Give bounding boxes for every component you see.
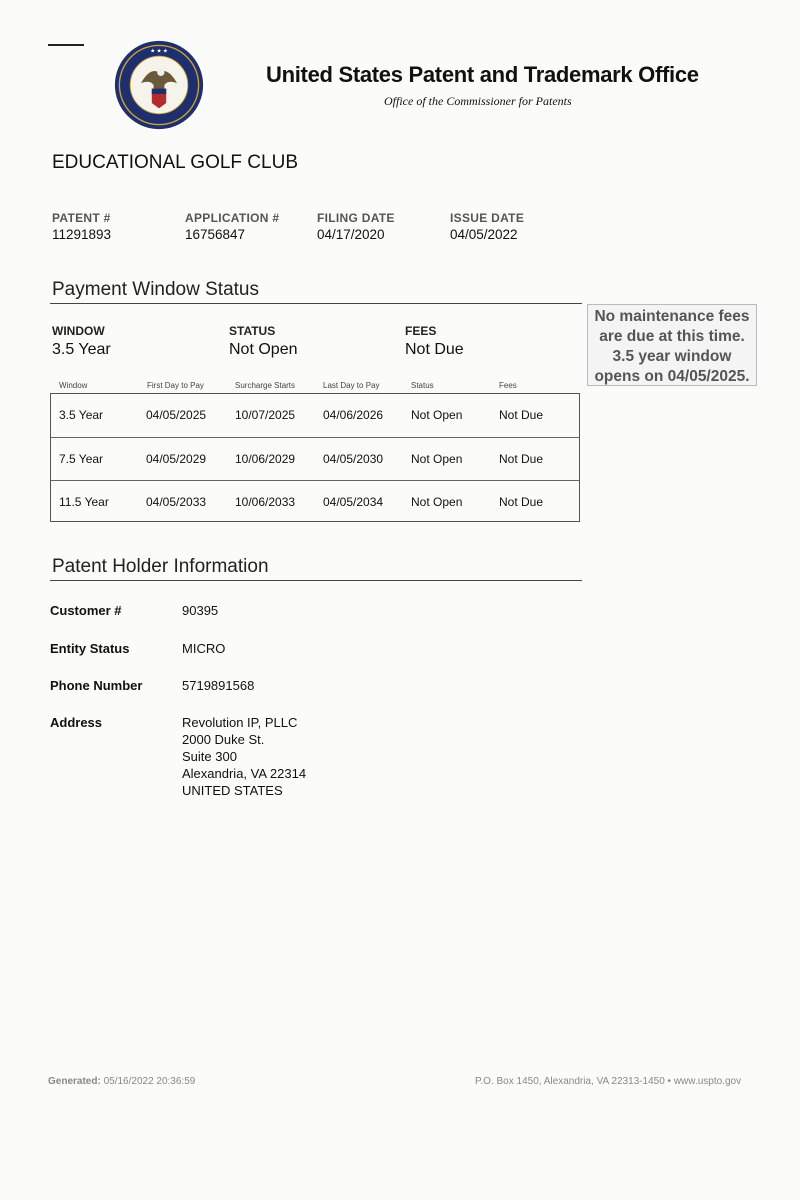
address-line: Revolution IP, PLLC — [182, 715, 298, 730]
address-label-text: Address — [50, 715, 103, 730]
table-cell: Not Open — [411, 495, 463, 509]
fees-label: FEES — [405, 324, 437, 338]
organization-name: United States Patent and Trademark Office — [266, 62, 699, 87]
address-block — [182, 714, 306, 799]
footer-address: P.O. Box 1450, Alexandria, VA 22313-1450 • www.uspto.gov — [475, 1076, 742, 1087]
window-label: WINDOW — [52, 324, 105, 338]
entity-status-label — [50, 640, 129, 658]
column-header: First Day to Pay — [147, 381, 204, 390]
document-title: EDUCATIONAL GOLF CLUB — [52, 152, 298, 173]
table-cell: 10/06/2029 — [235, 452, 296, 466]
generated-timestamp — [48, 1076, 195, 1087]
table-cell: 04/05/2025 — [146, 408, 207, 422]
table-cell: 7.5 Year — [59, 452, 104, 466]
patent-number-label: PATENT # — [52, 211, 111, 225]
application-number: 16756847 — [185, 227, 246, 242]
phone-number-label — [50, 677, 142, 695]
address-label — [50, 714, 102, 732]
customer-number-label — [50, 602, 122, 620]
fees-value: Not Due — [405, 341, 464, 358]
column-header: Last Day to Pay — [323, 381, 380, 390]
corner-mark — [48, 44, 84, 46]
entity-status — [182, 640, 225, 658]
address-line: 2000 Duke St. — [182, 732, 265, 747]
table-row — [51, 480, 579, 523]
phone-number — [182, 677, 254, 695]
table-row — [51, 394, 579, 436]
uspto-seal-logo — [114, 40, 204, 130]
maintenance-fee-table — [50, 393, 580, 522]
table-cell: Not Due — [499, 452, 544, 466]
table-cell: Not Open — [411, 408, 463, 422]
window-summary — [52, 324, 111, 359]
filing-date: 04/17/2020 — [317, 227, 385, 242]
table-cell: 04/05/2034 — [323, 495, 384, 509]
table-cell: 10/06/2033 — [235, 495, 296, 509]
issue-date-label: ISSUE DATE — [450, 211, 525, 225]
address-line: UNITED STATES — [182, 783, 283, 798]
entity-status-label-text: Entity Status — [50, 641, 130, 656]
entity-status-value: MICRO — [182, 641, 226, 656]
table-cell: 04/05/2033 — [146, 495, 207, 509]
fees-summary — [405, 324, 464, 359]
generated-label: Generated: — [48, 1076, 101, 1087]
application-number-label: APPLICATION # — [185, 211, 280, 225]
phone-number-value: 5719891568 — [182, 678, 255, 693]
table-cell: 3.5 Year — [59, 408, 104, 422]
status-value: Not Open — [229, 341, 298, 358]
window-value: 3.5 Year — [52, 341, 111, 358]
customer-number — [182, 602, 218, 620]
table-cell: 10/07/2025 — [235, 408, 296, 422]
table-cell: Not Due — [499, 408, 544, 422]
address-line: Alexandria, VA 22314 — [182, 766, 307, 781]
status-label: STATUS — [229, 324, 276, 338]
maintenance-notice: No maintenance fees are due at this time. 3.5 year window opens on 04/05/2025. — [587, 304, 757, 386]
column-header: Surcharge Starts — [235, 381, 296, 390]
table-cell: 11.5 Year — [59, 495, 109, 509]
payment-window-heading: Payment Window Status — [52, 279, 259, 300]
address-line: Suite 300 — [182, 749, 237, 764]
filing-date-block — [317, 211, 395, 242]
svg-text:★ ★ ★: ★ ★ ★ — [150, 48, 168, 55]
table-cell: Not Open — [411, 452, 463, 466]
table-cell: 04/05/2029 — [146, 452, 207, 466]
application-number-block — [185, 211, 279, 242]
table-cell: Not Due — [499, 495, 544, 509]
customer-number-label-text: Customer # — [50, 603, 122, 618]
office-name: Office of the Commissioner for Patents — [384, 94, 572, 108]
column-header: Status — [411, 381, 434, 390]
table-cell: 04/05/2030 — [323, 452, 384, 466]
filing-date-label: FILING DATE — [317, 211, 395, 225]
phone-number-label-text: Phone Number — [50, 678, 143, 693]
patent-holder-heading: Patent Holder Information — [52, 556, 269, 577]
table-row — [51, 437, 579, 480]
patent-number: 11291893 — [52, 227, 112, 242]
table-cell: 04/06/2026 — [323, 408, 384, 422]
generated-value: 05/16/2022 20:36:59 — [103, 1076, 196, 1087]
issue-date: 04/05/2022 — [450, 227, 518, 242]
status-summary — [229, 324, 297, 359]
customer-number-value: 90395 — [182, 603, 219, 618]
patent-number-block — [52, 211, 111, 242]
section-divider — [50, 580, 582, 581]
column-header: Window — [59, 381, 88, 390]
issue-date-block — [450, 211, 524, 242]
column-header: Fees — [499, 381, 517, 390]
section-divider — [50, 303, 582, 304]
